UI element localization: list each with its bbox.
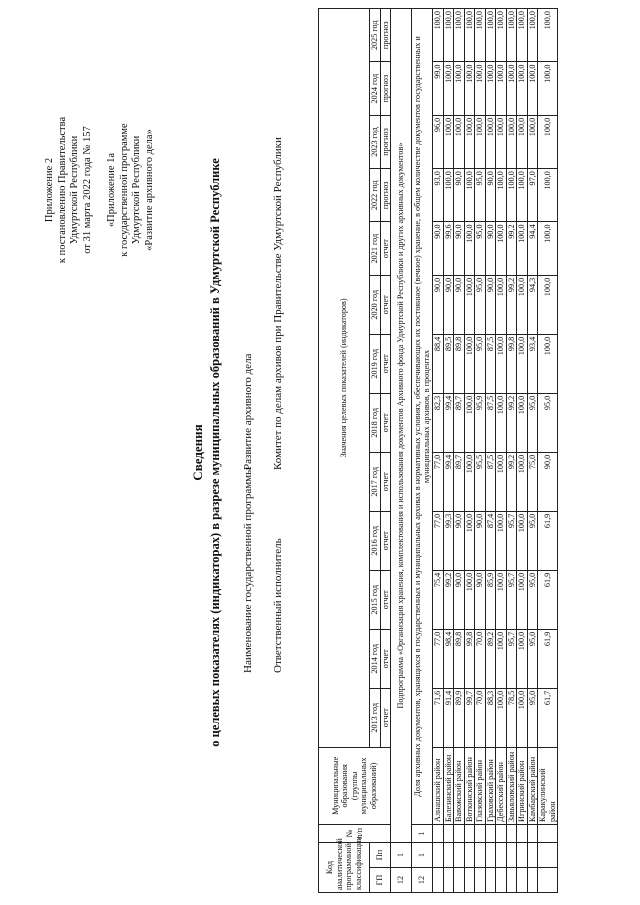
- empty-code-cell: [496, 868, 507, 893]
- municipality-name: Граховский район: [485, 747, 496, 824]
- value-cell: 85,9: [485, 570, 496, 629]
- empty-code-cell: [475, 843, 486, 868]
- header-type: отчет: [380, 393, 391, 452]
- header-type: отчет: [380, 334, 391, 393]
- header-type: отчет: [380, 629, 391, 688]
- header-values-group: Значения целевых показателей (индикаторов): [319, 9, 370, 748]
- table-row: [475, 9, 486, 893]
- value-cell: 100,0: [496, 452, 507, 511]
- value-cell: 100,0: [496, 393, 507, 452]
- empty-code-cell: [538, 824, 558, 842]
- value-cell: 100,0: [464, 169, 475, 222]
- empty-code-cell: [475, 868, 486, 893]
- indicator-gp: 12: [412, 868, 433, 893]
- value-cell: 100,0: [443, 9, 454, 62]
- value-cell: 100,0: [496, 62, 507, 115]
- value-cell: 90,0: [454, 275, 465, 334]
- value-cell: 90,0: [485, 275, 496, 334]
- header-type: отчет: [380, 511, 391, 570]
- value-cell: 100,0: [464, 393, 475, 452]
- header-code: Код аналитической программной классификации: [319, 843, 370, 893]
- header-year: 2021 год: [370, 222, 381, 275]
- header-year: 2020 год: [370, 275, 381, 334]
- subprogram-title: Подпрограмма «Организация хранения, комплектования и использования документов Архивного фонда Удмуртской Республики и других архивных документов»: [391, 9, 412, 843]
- header-year: 2025 год: [370, 9, 381, 62]
- empty-code-cell: [464, 868, 475, 893]
- value-cell: 100,0: [527, 9, 538, 62]
- header-gp: ГП: [370, 868, 391, 893]
- municipality-name: Каракулинский район: [538, 747, 558, 824]
- value-cell: 93,4: [527, 334, 538, 393]
- value-cell: 100,0: [527, 115, 538, 168]
- empty-code-cell: [506, 868, 517, 893]
- value-cell: 100,0: [464, 334, 475, 393]
- municipality-name: Балезинский район: [443, 747, 454, 824]
- value-cell: 89,8: [454, 334, 465, 393]
- municipality-name: Завьяловский район: [506, 747, 517, 824]
- value-cell: 100,0: [485, 115, 496, 168]
- empty-code-cell: [496, 843, 507, 868]
- value-cell: 100,0: [496, 9, 507, 62]
- value-cell: 99,2: [506, 275, 517, 334]
- document-title: Сведения: [190, 424, 205, 481]
- value-cell: 95,0: [527, 688, 538, 747]
- value-cell: 61,9: [538, 511, 558, 570]
- value-cell: 95,0: [527, 511, 538, 570]
- value-cell: 94,4: [527, 222, 538, 275]
- value-cell: 90,0: [475, 570, 486, 629]
- municipality-name: Камбарский район: [527, 747, 538, 824]
- value-cell: 96,0: [433, 115, 444, 168]
- header-type: прогноз: [380, 9, 391, 62]
- value-cell: 99,8: [506, 334, 517, 393]
- municipality-name: Игринский район: [517, 747, 528, 824]
- value-cell: 100,0: [517, 629, 528, 688]
- empty-code-cell: [443, 843, 454, 868]
- header-type: отчет: [380, 222, 391, 275]
- value-cell: 100,0: [464, 62, 475, 115]
- value-cell: 100,0: [517, 222, 528, 275]
- header-year: 2017 год: [370, 452, 381, 511]
- value-cell: 100,0: [464, 452, 475, 511]
- value-cell: 100,0: [485, 9, 496, 62]
- value-cell: 99,8: [464, 629, 475, 688]
- value-cell: 100,0: [538, 9, 558, 62]
- value-cell: 94,3: [527, 275, 538, 334]
- value-cell: 90,0: [433, 275, 444, 334]
- value-cell: 95,0: [475, 334, 486, 393]
- indicator-pp: 1: [412, 843, 433, 868]
- value-cell: 89,8: [454, 629, 465, 688]
- value-cell: 99,4: [443, 452, 454, 511]
- executor-value: Комитет по делам архивов при Правительстве Удмуртской Республики: [272, 137, 284, 470]
- table-row: [506, 9, 517, 893]
- value-cell: 100,0: [454, 62, 465, 115]
- municipality-name: Вавожский район: [454, 747, 465, 824]
- document-subtitle: о целевых показателях (индикаторах) в разрезе муниципальных образований в Удмуртской Республике: [208, 158, 222, 747]
- value-cell: 90,0: [485, 169, 496, 222]
- empty-code-cell: [443, 824, 454, 842]
- value-cell: 90,0: [433, 222, 444, 275]
- value-cell: 100,0: [517, 511, 528, 570]
- header-year: 2019 год: [370, 334, 381, 393]
- header-type: прогноз: [380, 62, 391, 115]
- value-cell: 95,5: [475, 452, 486, 511]
- header-year: 2022 год: [370, 169, 381, 222]
- value-cell: 89,2: [485, 629, 496, 688]
- header-type: отчет: [380, 570, 391, 629]
- value-cell: 99,2: [506, 222, 517, 275]
- empty-code-cell: [454, 824, 465, 842]
- value-cell: 70,0: [475, 629, 486, 688]
- value-cell: 100,0: [496, 570, 507, 629]
- value-cell: 100,0: [454, 9, 465, 62]
- value-cell: 61,9: [538, 570, 558, 629]
- header-year: 2014 год: [370, 629, 381, 688]
- value-cell: 99,4: [443, 393, 454, 452]
- value-cell: 90,0: [443, 275, 454, 334]
- value-cell: 89,9: [454, 688, 465, 747]
- subprogram-row: [391, 9, 412, 893]
- appendix-spacer: [94, 60, 106, 320]
- value-cell: 95,0: [475, 169, 486, 222]
- appendix-line: к государственной программе: [118, 123, 130, 257]
- table-body: [391, 9, 558, 893]
- value-cell: 89,7: [454, 452, 465, 511]
- value-cell: 87,4: [485, 511, 496, 570]
- value-cell: 90,0: [475, 511, 486, 570]
- appendix-line: Удмуртской Республики: [69, 135, 80, 245]
- table-row: [454, 9, 465, 893]
- value-cell: 100,0: [517, 115, 528, 168]
- value-cell: 100,0: [517, 452, 528, 511]
- value-cell: 100,0: [496, 511, 507, 570]
- value-cell: 100,0: [538, 115, 558, 168]
- value-cell: 95,7: [506, 570, 517, 629]
- value-cell: 100,0: [464, 9, 475, 62]
- value-cell: 100,0: [538, 169, 558, 222]
- value-cell: 99,0: [433, 62, 444, 115]
- value-cell: 99,2: [506, 452, 517, 511]
- value-cell: 100,0: [496, 334, 507, 393]
- value-cell: 100,0: [496, 275, 507, 334]
- value-cell: 95,0: [538, 393, 558, 452]
- value-cell: 78,5: [506, 688, 517, 747]
- value-cell: 100,0: [517, 393, 528, 452]
- municipality-name: Воткинский район: [464, 747, 475, 824]
- table-row: [443, 9, 454, 893]
- municipality-name: Глазовский район: [475, 747, 486, 824]
- value-cell: 99,2: [506, 393, 517, 452]
- header-year: 2023 год: [370, 115, 381, 168]
- value-cell: 100,0: [496, 169, 507, 222]
- value-cell: 100,0: [538, 334, 558, 393]
- value-cell: 100,0: [527, 62, 538, 115]
- table-row: [433, 9, 444, 893]
- value-cell: 100,0: [496, 629, 507, 688]
- appendix-line: «Приложение 1а: [106, 152, 117, 228]
- table-row: [485, 9, 496, 893]
- value-cell: 87,5: [485, 334, 496, 393]
- header-type: отчет: [380, 452, 391, 511]
- value-cell: 90,0: [454, 169, 465, 222]
- empty-code-cell: [485, 843, 496, 868]
- value-cell: 100,0: [517, 688, 528, 747]
- empty-code-cell: [475, 824, 486, 842]
- appendix-line: от 31 марта 2022 года № 157: [81, 126, 93, 254]
- value-cell: 100,0: [496, 115, 507, 168]
- value-cell: 87,5: [485, 452, 496, 511]
- empty-code-cell: [506, 824, 517, 842]
- program-label: Наименование государственной программы: [242, 467, 254, 673]
- empty-code-cell: [443, 868, 454, 893]
- value-cell: 100,0: [538, 275, 558, 334]
- header-type: отчет: [380, 275, 391, 334]
- header-year: 2015 год: [370, 570, 381, 629]
- value-cell: 88,3: [485, 688, 496, 747]
- value-cell: 99,7: [464, 688, 475, 747]
- value-cell: 98,4: [443, 629, 454, 688]
- executor-label: Ответственный исполнитель: [272, 538, 284, 673]
- value-cell: 100,0: [517, 9, 528, 62]
- empty-code-cell: [496, 824, 507, 842]
- empty-code-cell: [454, 843, 465, 868]
- subprogram-gp: 12: [391, 868, 412, 893]
- value-cell: 100,0: [496, 222, 507, 275]
- value-cell: 90,0: [485, 222, 496, 275]
- header-year: 2016 год: [370, 511, 381, 570]
- value-cell: 99,6: [443, 222, 454, 275]
- value-cell: 100,0: [443, 169, 454, 222]
- empty-code-cell: [517, 824, 528, 842]
- value-cell: 87,5: [485, 393, 496, 452]
- indicators-table: [318, 8, 558, 893]
- value-cell: 100,0: [496, 688, 507, 747]
- header-year: 2018 год: [370, 393, 381, 452]
- value-cell: 90,0: [454, 570, 465, 629]
- value-cell: 71,6: [433, 688, 444, 747]
- value-cell: 95,0: [475, 222, 486, 275]
- empty-code-cell: [538, 843, 558, 868]
- value-cell: 95,7: [506, 629, 517, 688]
- table-row: [538, 9, 558, 893]
- value-cell: 97,0: [527, 169, 538, 222]
- table-row: [527, 9, 538, 893]
- value-cell: 100,0: [433, 9, 444, 62]
- header-type: прогноз: [380, 115, 391, 168]
- value-cell: 77,0: [433, 511, 444, 570]
- header-pp: Пп: [370, 843, 391, 868]
- empty-code-cell: [433, 868, 444, 893]
- appendix-block: [44, 60, 156, 320]
- empty-code-cell: [506, 843, 517, 868]
- empty-code-cell: [485, 868, 496, 893]
- value-cell: 99,3: [443, 511, 454, 570]
- table-row: [464, 9, 475, 893]
- value-cell: 75,4: [433, 570, 444, 629]
- value-cell: 100,0: [517, 570, 528, 629]
- empty-code-cell: [485, 824, 496, 842]
- value-cell: 100,0: [464, 511, 475, 570]
- value-cell: 95,0: [527, 393, 538, 452]
- value-cell: 100,0: [464, 222, 475, 275]
- municipality-name: Алнашский район: [433, 747, 444, 824]
- value-cell: 77,0: [433, 452, 444, 511]
- empty-code-cell: [517, 868, 528, 893]
- value-cell: 88,4: [433, 334, 444, 393]
- indicator-num: 1: [412, 824, 433, 842]
- table-row: [517, 9, 528, 893]
- value-cell: 100,0: [506, 115, 517, 168]
- value-cell: 100,0: [538, 222, 558, 275]
- empty-code-cell: [527, 824, 538, 842]
- value-cell: 100,0: [506, 62, 517, 115]
- header-type: прогноз: [380, 169, 391, 222]
- value-cell: 100,0: [517, 169, 528, 222]
- value-cell: 95,0: [475, 275, 486, 334]
- value-cell: 100,0: [485, 62, 496, 115]
- value-cell: 75,0: [527, 452, 538, 511]
- program-value: Развитие архивного дела: [242, 353, 254, 470]
- value-cell: 100,0: [464, 275, 475, 334]
- empty-code-cell: [527, 843, 538, 868]
- empty-code-cell: [464, 824, 475, 842]
- value-cell: 100,0: [475, 9, 486, 62]
- table-row: [496, 9, 507, 893]
- value-cell: 100,0: [443, 62, 454, 115]
- empty-code-cell: [454, 868, 465, 893]
- header-municipality: Муниципальные образования (группы муниципальных образований): [319, 747, 391, 824]
- value-cell: 100,0: [464, 115, 475, 168]
- value-cell: 100,0: [538, 62, 558, 115]
- value-cell: 95,0: [527, 629, 538, 688]
- indicator-row: [412, 9, 433, 893]
- appendix-line: к постановлению Правительства: [56, 116, 68, 264]
- value-cell: 100,0: [475, 62, 486, 115]
- value-cell: 100,0: [517, 275, 528, 334]
- value-cell: 77,0: [433, 629, 444, 688]
- value-cell: 99,2: [443, 570, 454, 629]
- value-cell: 89,5: [443, 334, 454, 393]
- empty-code-cell: [527, 868, 538, 893]
- header-num: № п/п: [319, 824, 391, 842]
- value-cell: 93,0: [433, 169, 444, 222]
- value-cell: 61,9: [538, 629, 558, 688]
- value-cell: 100,0: [517, 62, 528, 115]
- appendix-line: Приложение 2: [44, 157, 55, 223]
- value-cell: 70,0: [475, 688, 486, 747]
- subprogram-pp: 1: [391, 843, 412, 868]
- empty-code-cell: [538, 868, 558, 893]
- value-cell: 90,0: [454, 222, 465, 275]
- indicator-title: Доля архивных документов, хранящихся в государственных и муниципальных архивах в нормативных условиях, обеспечивающих их постоянное (вечное) хранение, в общем количестве документов государственных и муниципальных архивов, в процентах: [412, 9, 433, 825]
- value-cell: 89,7: [454, 393, 465, 452]
- header-year: 2013 год: [370, 688, 381, 747]
- empty-code-cell: [464, 843, 475, 868]
- header-type: отчет: [380, 688, 391, 747]
- value-cell: 90,0: [454, 511, 465, 570]
- value-cell: 100,0: [506, 169, 517, 222]
- header-year: 2024 год: [370, 62, 381, 115]
- value-cell: 100,0: [506, 9, 517, 62]
- value-cell: 100,0: [443, 115, 454, 168]
- value-cell: 82,3: [433, 393, 444, 452]
- value-cell: 91,4: [443, 688, 454, 747]
- value-cell: 95,0: [527, 570, 538, 629]
- empty-code-cell: [433, 824, 444, 842]
- empty-code-cell: [433, 843, 444, 868]
- value-cell: 100,0: [517, 334, 528, 393]
- value-cell: 61,7: [538, 688, 558, 747]
- appendix-line: «Развитие архивного дела»: [143, 129, 155, 251]
- value-cell: 100,0: [475, 115, 486, 168]
- value-cell: 100,0: [454, 115, 465, 168]
- value-cell: 90,0: [538, 452, 558, 511]
- value-cell: 100,0: [464, 570, 475, 629]
- value-cell: 95,7: [506, 511, 517, 570]
- appendix-line: Удмуртской Республики: [131, 135, 142, 245]
- empty-code-cell: [517, 843, 528, 868]
- municipality-name: Дебесский район: [496, 747, 507, 824]
- value-cell: 95,9: [475, 393, 486, 452]
